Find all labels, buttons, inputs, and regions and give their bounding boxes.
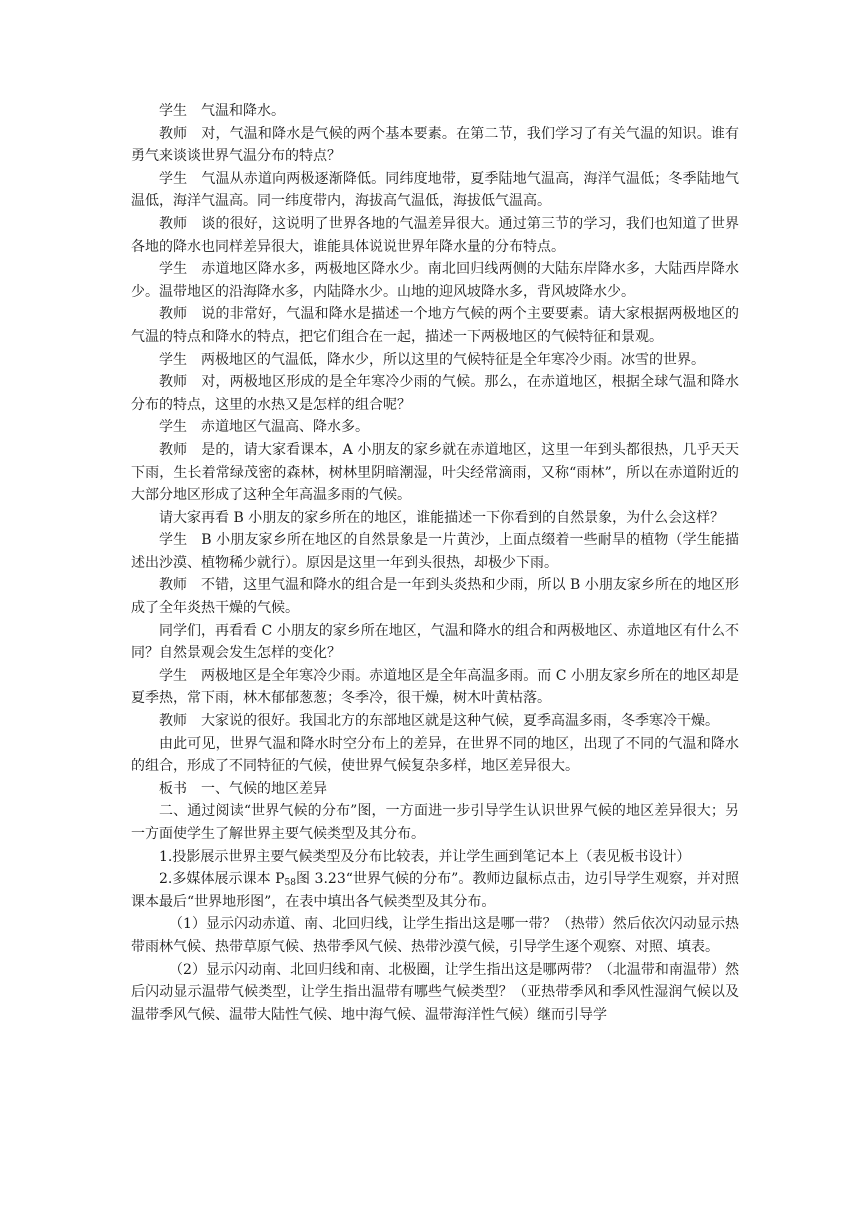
paragraph-text: 请大家再看 B 小朋友的家乡所在的地区，谁能描述一下你看到的自然景象，为什么会这样？: [159, 509, 725, 526]
body-paragraph: [131, 507, 739, 530]
speaker-label: 教师: [159, 306, 188, 323]
body-paragraph: [131, 800, 739, 845]
dialogue-paragraph: [131, 710, 739, 733]
paragraph-text: 两极地区的气温低，降水少，所以这里的气候特征是全年寒冷少雨。冰雪的世界。: [201, 351, 705, 368]
numbered-item: [131, 846, 739, 869]
paragraph-text: 一、气候的地区差异: [201, 780, 327, 797]
sub-item: [131, 959, 739, 1027]
speaker-label: 教师: [159, 215, 188, 232]
speaker-label: 学生: [159, 170, 188, 187]
speaker-label: 学生: [159, 419, 187, 436]
dialogue-paragraph: [131, 529, 739, 574]
speaker-label: 学生: [159, 261, 188, 278]
dialogue-paragraph: [131, 349, 739, 372]
paragraph-text: （1）显示闪动赤道、南、北回归线，让学生指出这是哪一带？（热带）然后依次闪动显示热带雨林气候、热带草原气候、热带季风气候、热带沙漠气候，引导学生逐个观察、对照、填表。: [131, 916, 739, 955]
speaker-label: 学生: [159, 351, 187, 368]
paragraph-text: 气温和降水。: [201, 103, 285, 119]
body-paragraph: [131, 620, 739, 665]
dialogue-paragraph: [131, 168, 739, 213]
paragraph-text: 谈的很好，这说明了世界各地的气温差异很大。通过第三节的学习，我们也知道了世界各地的降水也同样差异很大，谁能具体说说世界年降水量的分布特点。: [131, 215, 740, 255]
speaker-label: 教师: [159, 441, 188, 458]
item-text-before: 2.多媒体展示课本 P: [159, 871, 285, 888]
dialogue-paragraph: [131, 213, 739, 258]
speaker-label: 学生: [159, 103, 187, 119]
paragraph-text: 1.投影展示世界主要气候类型及分布比较表，并让学生画到笔记本上（表见板书设计）: [159, 848, 691, 865]
dialogue-paragraph: [131, 439, 739, 507]
document-body: [131, 100, 739, 1026]
paragraph-text: 同学们，再看看 C 小朋友的家乡所在地区，气温和降水的组合和两极地区、赤道地区有什么不同？自然景观会发生怎样的变化？: [131, 622, 739, 662]
paragraph-text: 是的，请大家看课本，A 小朋友的家乡就在赤道地区，这里一年到头都很热，几乎天天下雨，生长着常绿茂密的森林，树林里阴暗潮湿，叶尖经常滴雨，又称“雨林”，所以在赤道附近的大部分地区形成了这种全年高温多雨的气候。: [131, 441, 739, 504]
sub-item: [131, 913, 739, 958]
paragraph-text: 大家说的很好。我国北方的东部地区就是这种气候，夏季高温多雨，冬季寒冷干燥。: [201, 713, 719, 730]
dialogue-paragraph: [131, 123, 739, 168]
paragraph-text: （2）显示闪动南、北回归线和南、北极圈，让学生指出这是哪两带？（北温带和南温带）然后闪动显示温带气候类型，让学生指出温带有哪些气候类型？（亚热带季风和季风性湿润气候以及温带季风气候、温带大陆性气候、地中海气候、温带海洋性气候）继而引导学: [131, 961, 739, 1023]
paragraph-text: 对，两极地区形成的是全年寒冷少雨的气候。那么，在赤道地区，根据全球气温和降水分布的特点，这里的水热又是怎样的组合呢？: [131, 374, 740, 413]
dialogue-paragraph: [131, 416, 739, 439]
speaker-label: 教师: [159, 577, 188, 594]
dialogue-paragraph: [131, 100, 739, 123]
item-text-after: 图 3.23“世界气候的分布”。教师边鼠标点击，边引导学生观察，并对照课本最后“世界地形图”，在表中填出各气候类型及其分布。: [131, 871, 740, 910]
dialogue-paragraph: [131, 303, 739, 348]
numbered-item: [131, 868, 739, 913]
paragraph-text: 两极地区是全年寒冷少雨。赤道地区是全年高温多雨。而 C 小朋友家乡所在的地区却是夏季热，常下雨，林木郁郁葱葱；冬季冷，很干燥，树木叶黄枯落。: [131, 667, 739, 707]
dialogue-paragraph: [131, 258, 739, 303]
speaker-label: 教师: [159, 713, 187, 730]
dialogue-paragraph: [131, 371, 739, 416]
paragraph-text: 气温从赤道向两极逐渐降低。同纬度地带，夏季陆地气温高，海洋气温低；冬季陆地气温低，海洋气温高。同一纬度带内，海拔高气温低，海拔低气温高。: [131, 170, 740, 210]
paragraph-text: 对，气温和降水是气候的两个基本要素。在第二节，我们学习了有关气温的知识。谁有勇气来谈谈世界气温分布的特点？: [131, 125, 740, 165]
paragraph-text: 由此可见，世界气温和降水时空分布上的差异，在世界不同的地区，出现了不同的气温和降水的组合，形成了不同特征的气候，使世界气候复杂多样，地区差异很大。: [131, 735, 739, 775]
paragraph-text: 说的非常好，气温和降水是描述一个地方气候的两个主要要素。请大家根据两极地区的气温的特点和降水的特点，把它们组合在一起，描述一下两极地区的气候特征和景观。: [131, 306, 740, 345]
body-paragraph: [131, 733, 739, 778]
speaker-label: 板书: [159, 780, 187, 797]
paragraph-text: 二、通过阅读“世界气候的分布”图，一方面进一步引导学生认识世界气候的地区差异很大；另一方面使学生了解世界主要气候类型及其分布。: [131, 803, 739, 842]
paragraph-text: B 小朋友家乡所在地区的自然景象是一片黄沙，上面点缀着一些耐旱的植物（学生能描述出沙漠、植物稀少就行）。原因是这里一年到头很热，却极少下雨。: [131, 532, 739, 571]
page-subscript: 58: [284, 878, 296, 889]
paragraph-text: 赤道地区降水多，两极地区降水少。南北回归线两侧的大陆东岸降水多，大陆西岸降水少。温带地区的沿海降水多，内陆降水少。山地的迎风坡降水多，背风坡降水少。: [131, 261, 740, 300]
speaker-label: 教师: [159, 125, 188, 142]
board-note: [131, 778, 739, 801]
dialogue-paragraph: [131, 574, 739, 619]
paragraph-text: 赤道地区气温高、降水多。: [201, 419, 369, 436]
dialogue-paragraph: [131, 665, 739, 710]
speaker-label: 学生: [159, 667, 188, 684]
paragraph-text: 不错，这里气温和降水的组合是一年到头炎热和少雨，所以 B 小朋友家乡所在的地区形成了全年炎热干燥的气候。: [131, 577, 740, 617]
speaker-label: 教师: [159, 374, 188, 391]
speaker-label: 学生: [159, 532, 188, 549]
